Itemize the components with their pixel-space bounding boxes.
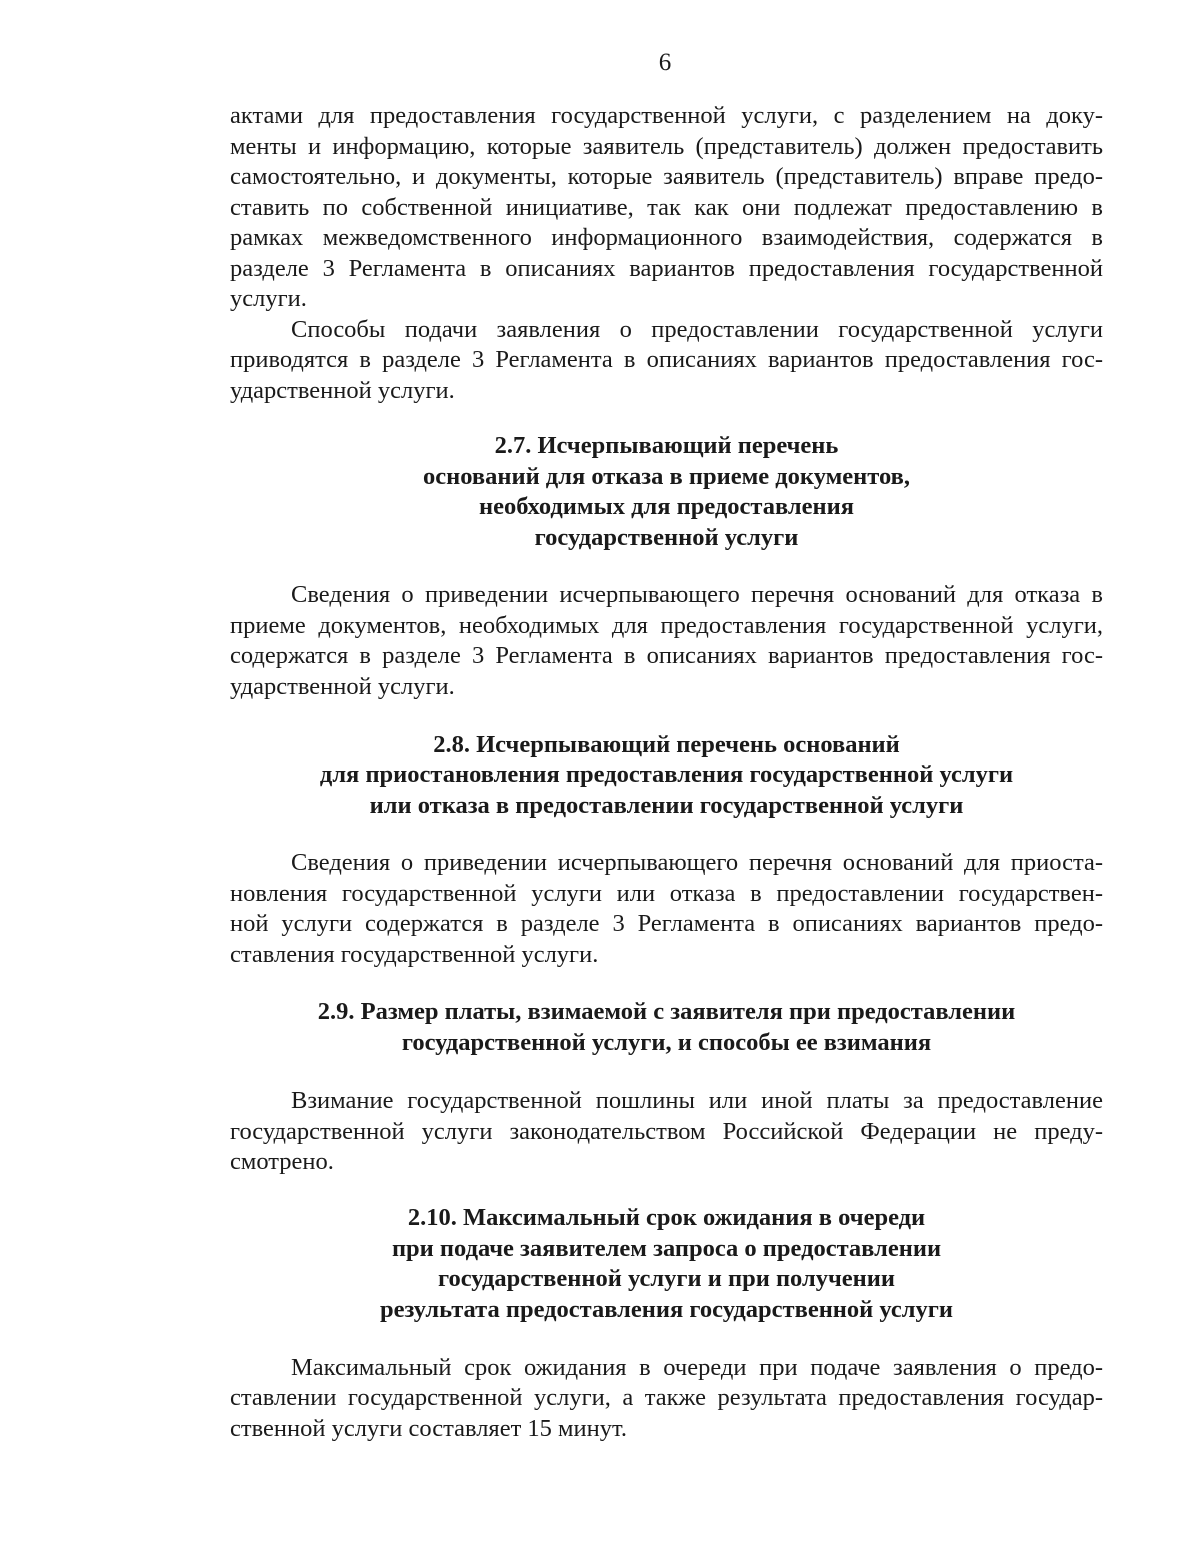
text-line: ственной услуги составляет 15 минут. (230, 1415, 628, 1442)
text-line: смотрено. (230, 1148, 334, 1175)
heading-line: 2.8. Исчерпывающий перечень оснований (433, 731, 900, 758)
text-line: новления государственной услуги или отказа в предоставлении государствен- (230, 880, 1103, 907)
heading-line: 2.10. Максимальный срок ожидания в очереди (407, 1204, 926, 1231)
heading-line: 2.7. Исчерпывающий перечень (494, 432, 839, 459)
heading-line: необходимых для предоставления (478, 493, 855, 520)
text-line: ставления государственной услуги. (230, 941, 599, 968)
text-line: услуги. (230, 285, 307, 312)
text-line: рамках межведомственного информационного взаимодействия, содержатся в (230, 224, 1103, 251)
heading-line: оснований для отказа в приеме документов, (422, 463, 911, 490)
text-line: разделе 3 Регламента в описаниях вариантов предоставления государственной (230, 255, 1103, 282)
text-line: ударственной услуги. (230, 673, 455, 700)
heading-line: государственной услуги, и способы ее взимания (401, 1029, 932, 1056)
text-line: ставлении государственной услуги, а также результата предоставления государ- (230, 1384, 1103, 1411)
text-line: ударственной услуги. (230, 377, 455, 404)
text-line: приводятся в разделе 3 Регламента в описаниях вариантов предоставления гос- (230, 346, 1103, 373)
text-line: Способы подачи заявления о предоставлении государственной услуги (291, 316, 1103, 343)
text-line: Максимальный срок ожидания в очереди при подаче заявления о предо- (291, 1354, 1103, 1381)
text-line: менты и информацию, которые заявитель (представитель) должен предоставить (230, 133, 1103, 160)
text-line: приеме документов, необходимых для предоставления государственной услуги, (230, 612, 1103, 639)
heading-line: при подаче заявителем запроса о предоставлении (391, 1235, 942, 1262)
heading-line: 2.9. Размер платы, взимаемой с заявителя при предоставлении (317, 998, 1016, 1025)
text-line: ставить по собственной инициативе, так как они подлежат предоставлению в (230, 194, 1103, 221)
text-line: ной услуги содержатся в разделе 3 Регламента в описаниях вариантов предо- (230, 910, 1103, 937)
heading-line: для приостановления предоставления государственной услуги (319, 761, 1014, 788)
heading-line: или отказа в предоставлении государственной услуги (369, 792, 964, 819)
text-line: самостоятельно, и документы, которые заявитель (представитель) вправе предо- (230, 163, 1103, 190)
text-line: Сведения о приведении исчерпывающего перечня оснований для приоста- (291, 849, 1103, 876)
text-line: содержатся в разделе 3 Регламента в описаниях вариантов предоставления гос- (230, 642, 1103, 669)
heading-line: результата предоставления государственной услуги (379, 1296, 954, 1323)
text-line: Взимание государственной пошлины или иной платы за предоставление (291, 1087, 1103, 1114)
page-number: 6 (658, 49, 672, 76)
text-line: государственной услуги законодательством Российской Федерации не преду- (230, 1118, 1103, 1145)
heading-line: государственной услуги и при получении (437, 1265, 896, 1292)
heading-line: государственной услуги (534, 524, 799, 551)
text-line: актами для предоставления государственной услуги, с разделением на доку- (230, 102, 1103, 129)
text-line: Сведения о приведении исчерпывающего перечня оснований для отказа в (291, 581, 1103, 608)
